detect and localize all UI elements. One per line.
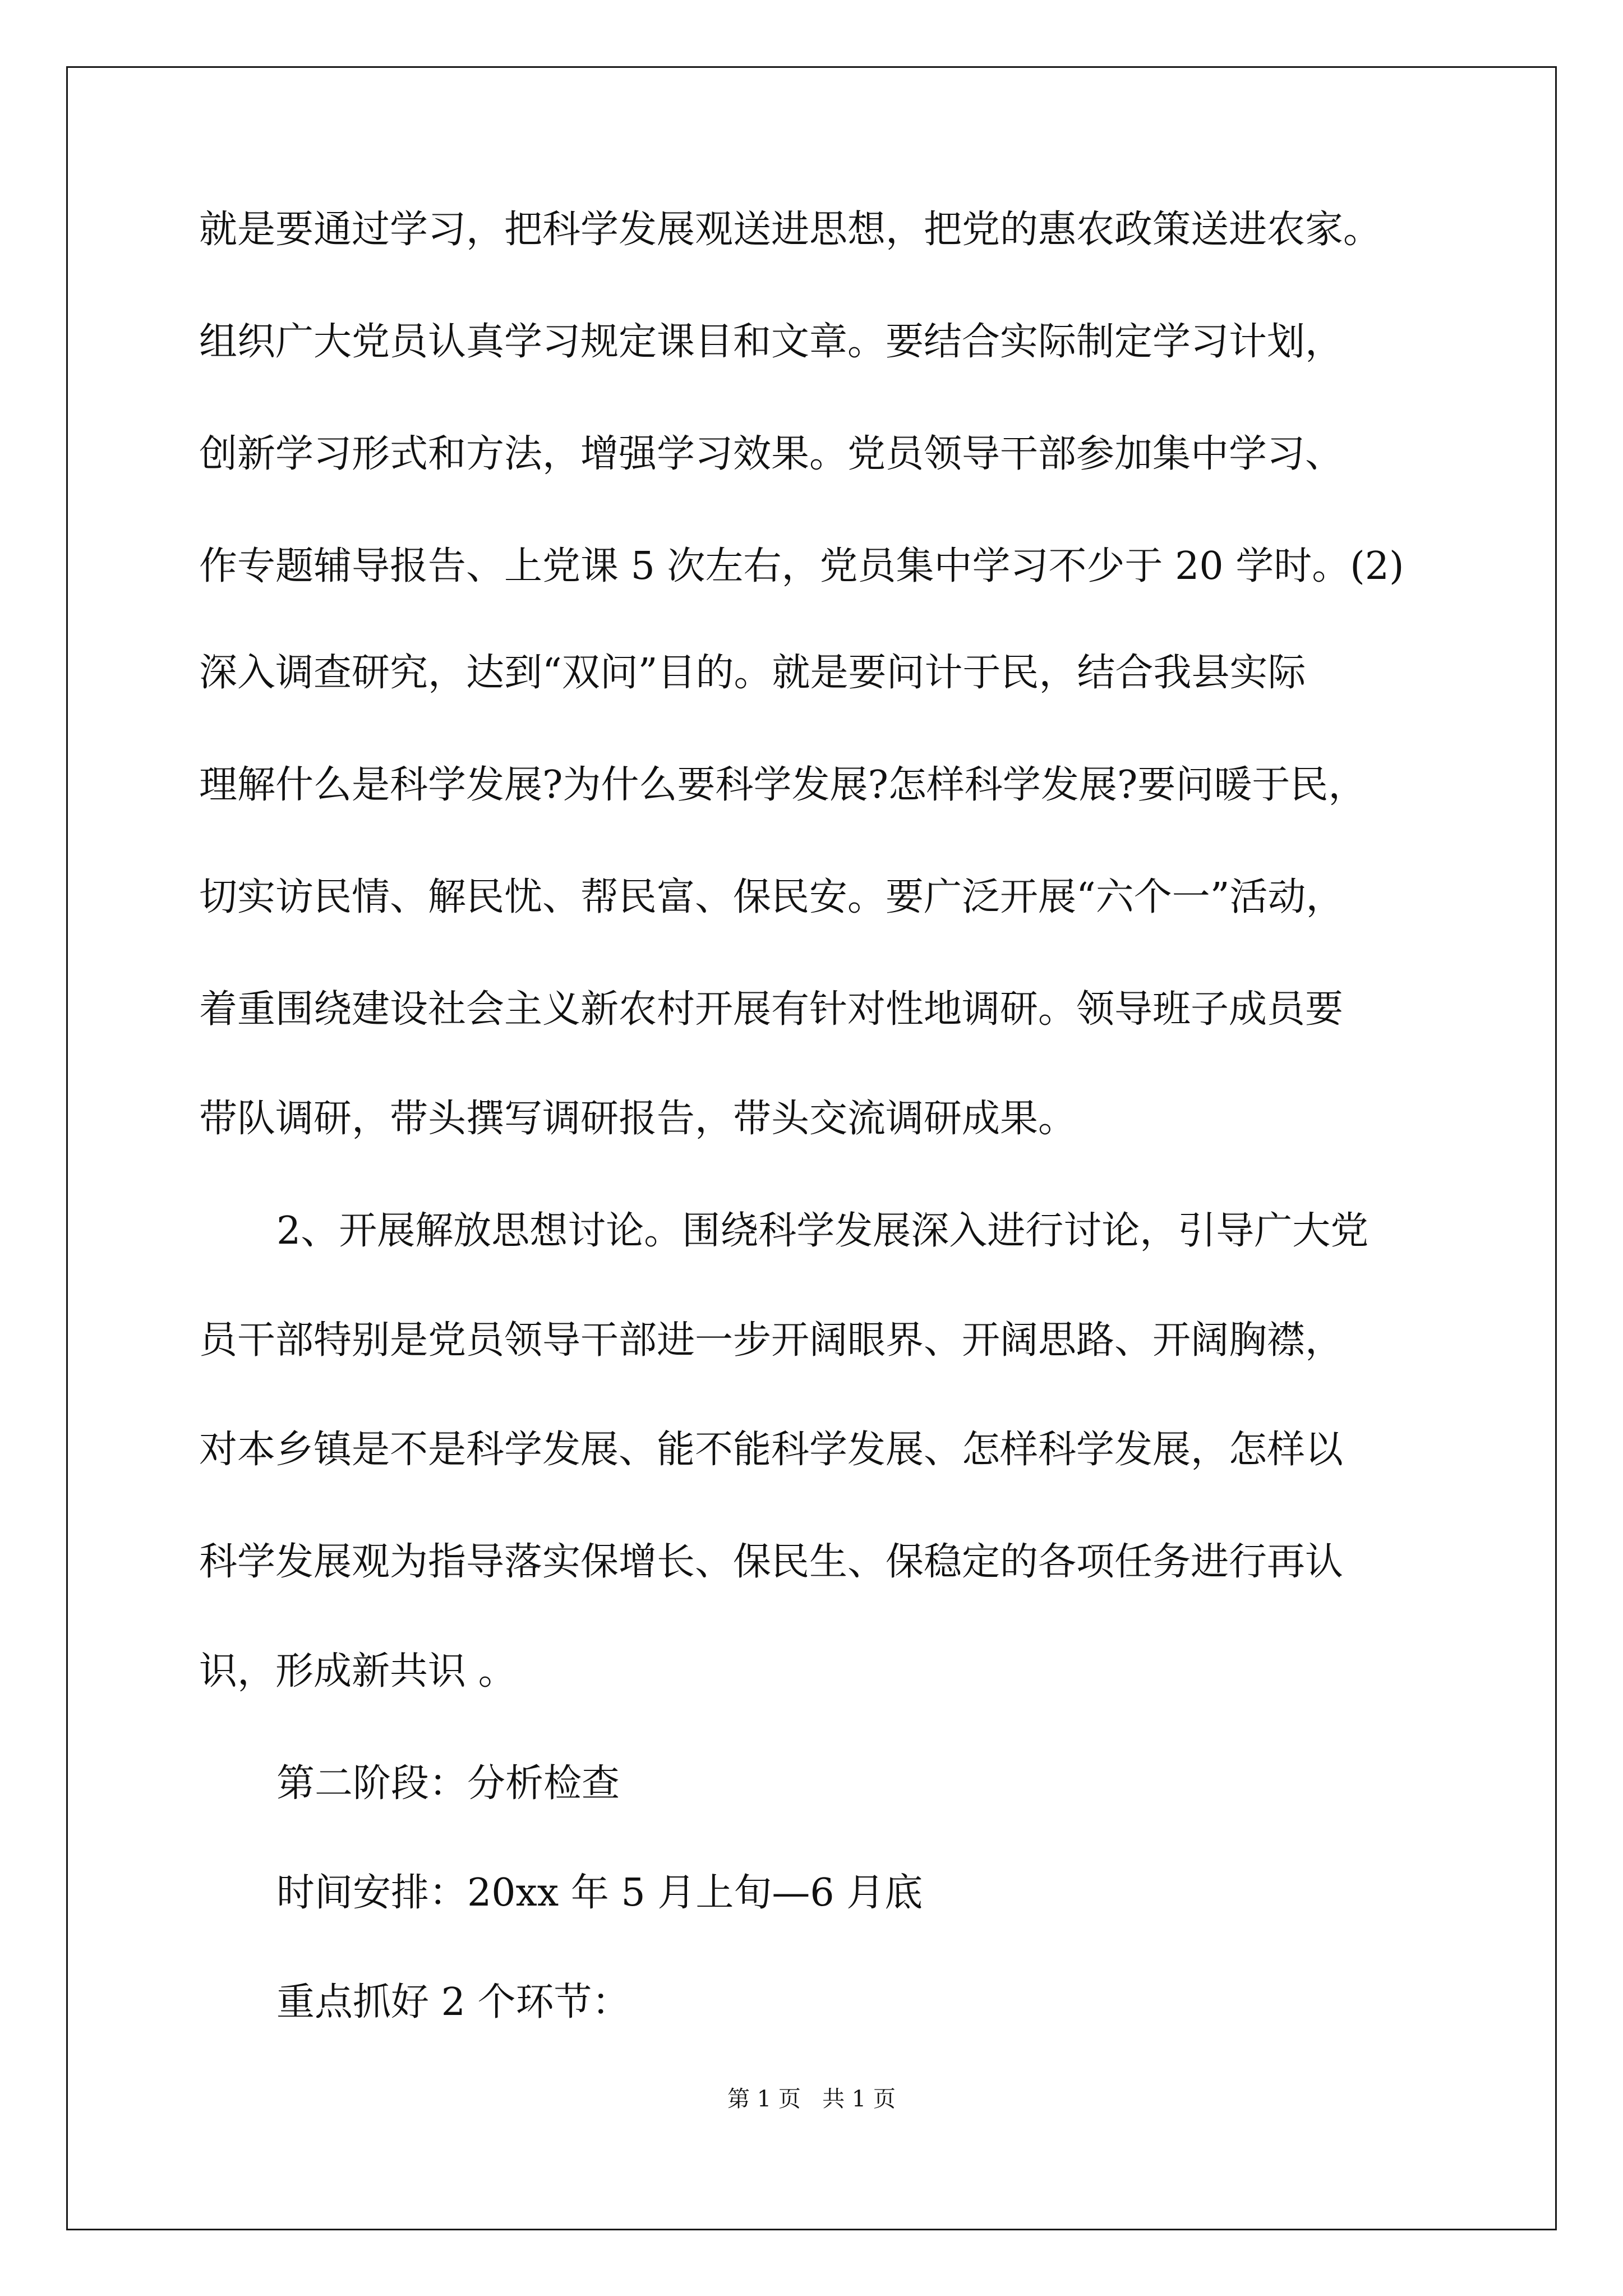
body-line-14: 识，形成新共识 。	[199, 1649, 517, 1694]
body-line-3: 创新学习形式和方法，增强学习效果。党员领导干部参加集中学习、	[199, 432, 1344, 476]
body-line-12: 对本乡镇是不是科学发展、能不能科学发展、怎样科学发展，怎样以	[199, 1428, 1344, 1472]
section-heading: 第二阶段：分析检查	[276, 1761, 620, 1806]
body-line-8: 着重围绕建设社会主义新农村开展有针对性地调研。领导班子成员要	[199, 987, 1344, 1032]
focus-line: 重点抓好 2 个环节：	[276, 1980, 630, 2024]
body-line-9: 带队调研，带头撰写调研报告，带头交流调研成果。	[199, 1097, 1077, 1141]
body-line-5: 深入调查研究，达到“双问”目的。就是要问计于民，结合我县实际	[199, 651, 1306, 695]
body-line-10: 2、开展解放思想讨论。围绕科学发展深入进行讨论，引导广大党	[276, 1209, 1369, 1253]
body-line-6: 理解什么是科学发展?为什么要科学发展?怎样科学发展?要问暖于民，	[199, 763, 1367, 807]
body-line-1: 就是要通过学习，把科学发展观送进思想，把党的惠农政策送进农家。	[199, 208, 1382, 252]
body-line-13: 科学发展观为指导落实保增长、保民生、保稳定的各项任务进行再认	[199, 1540, 1344, 1584]
body-line-2: 组织广大党员认真学习规定课目和文章。要结合实际制定学习计划，	[199, 320, 1344, 364]
body-line-4: 作专题辅导报告、上党课 5 次左右，党员集中学习不少于 20 学时。(2)	[199, 544, 1404, 588]
page-number: 第 1 页 共 1 页	[727, 2086, 896, 2112]
body-line-7: 切实访民情、解民忧、帮民富、保民安。要广泛开展“六个一”活动，	[199, 875, 1344, 919]
schedule-line: 时间安排：20xx 年 5 月上旬—6 月底	[276, 1871, 923, 1915]
body-line-11: 员干部特别是党员领导干部进一步开阔眼界、开阔思路、开阔胸襟，	[199, 1318, 1344, 1363]
